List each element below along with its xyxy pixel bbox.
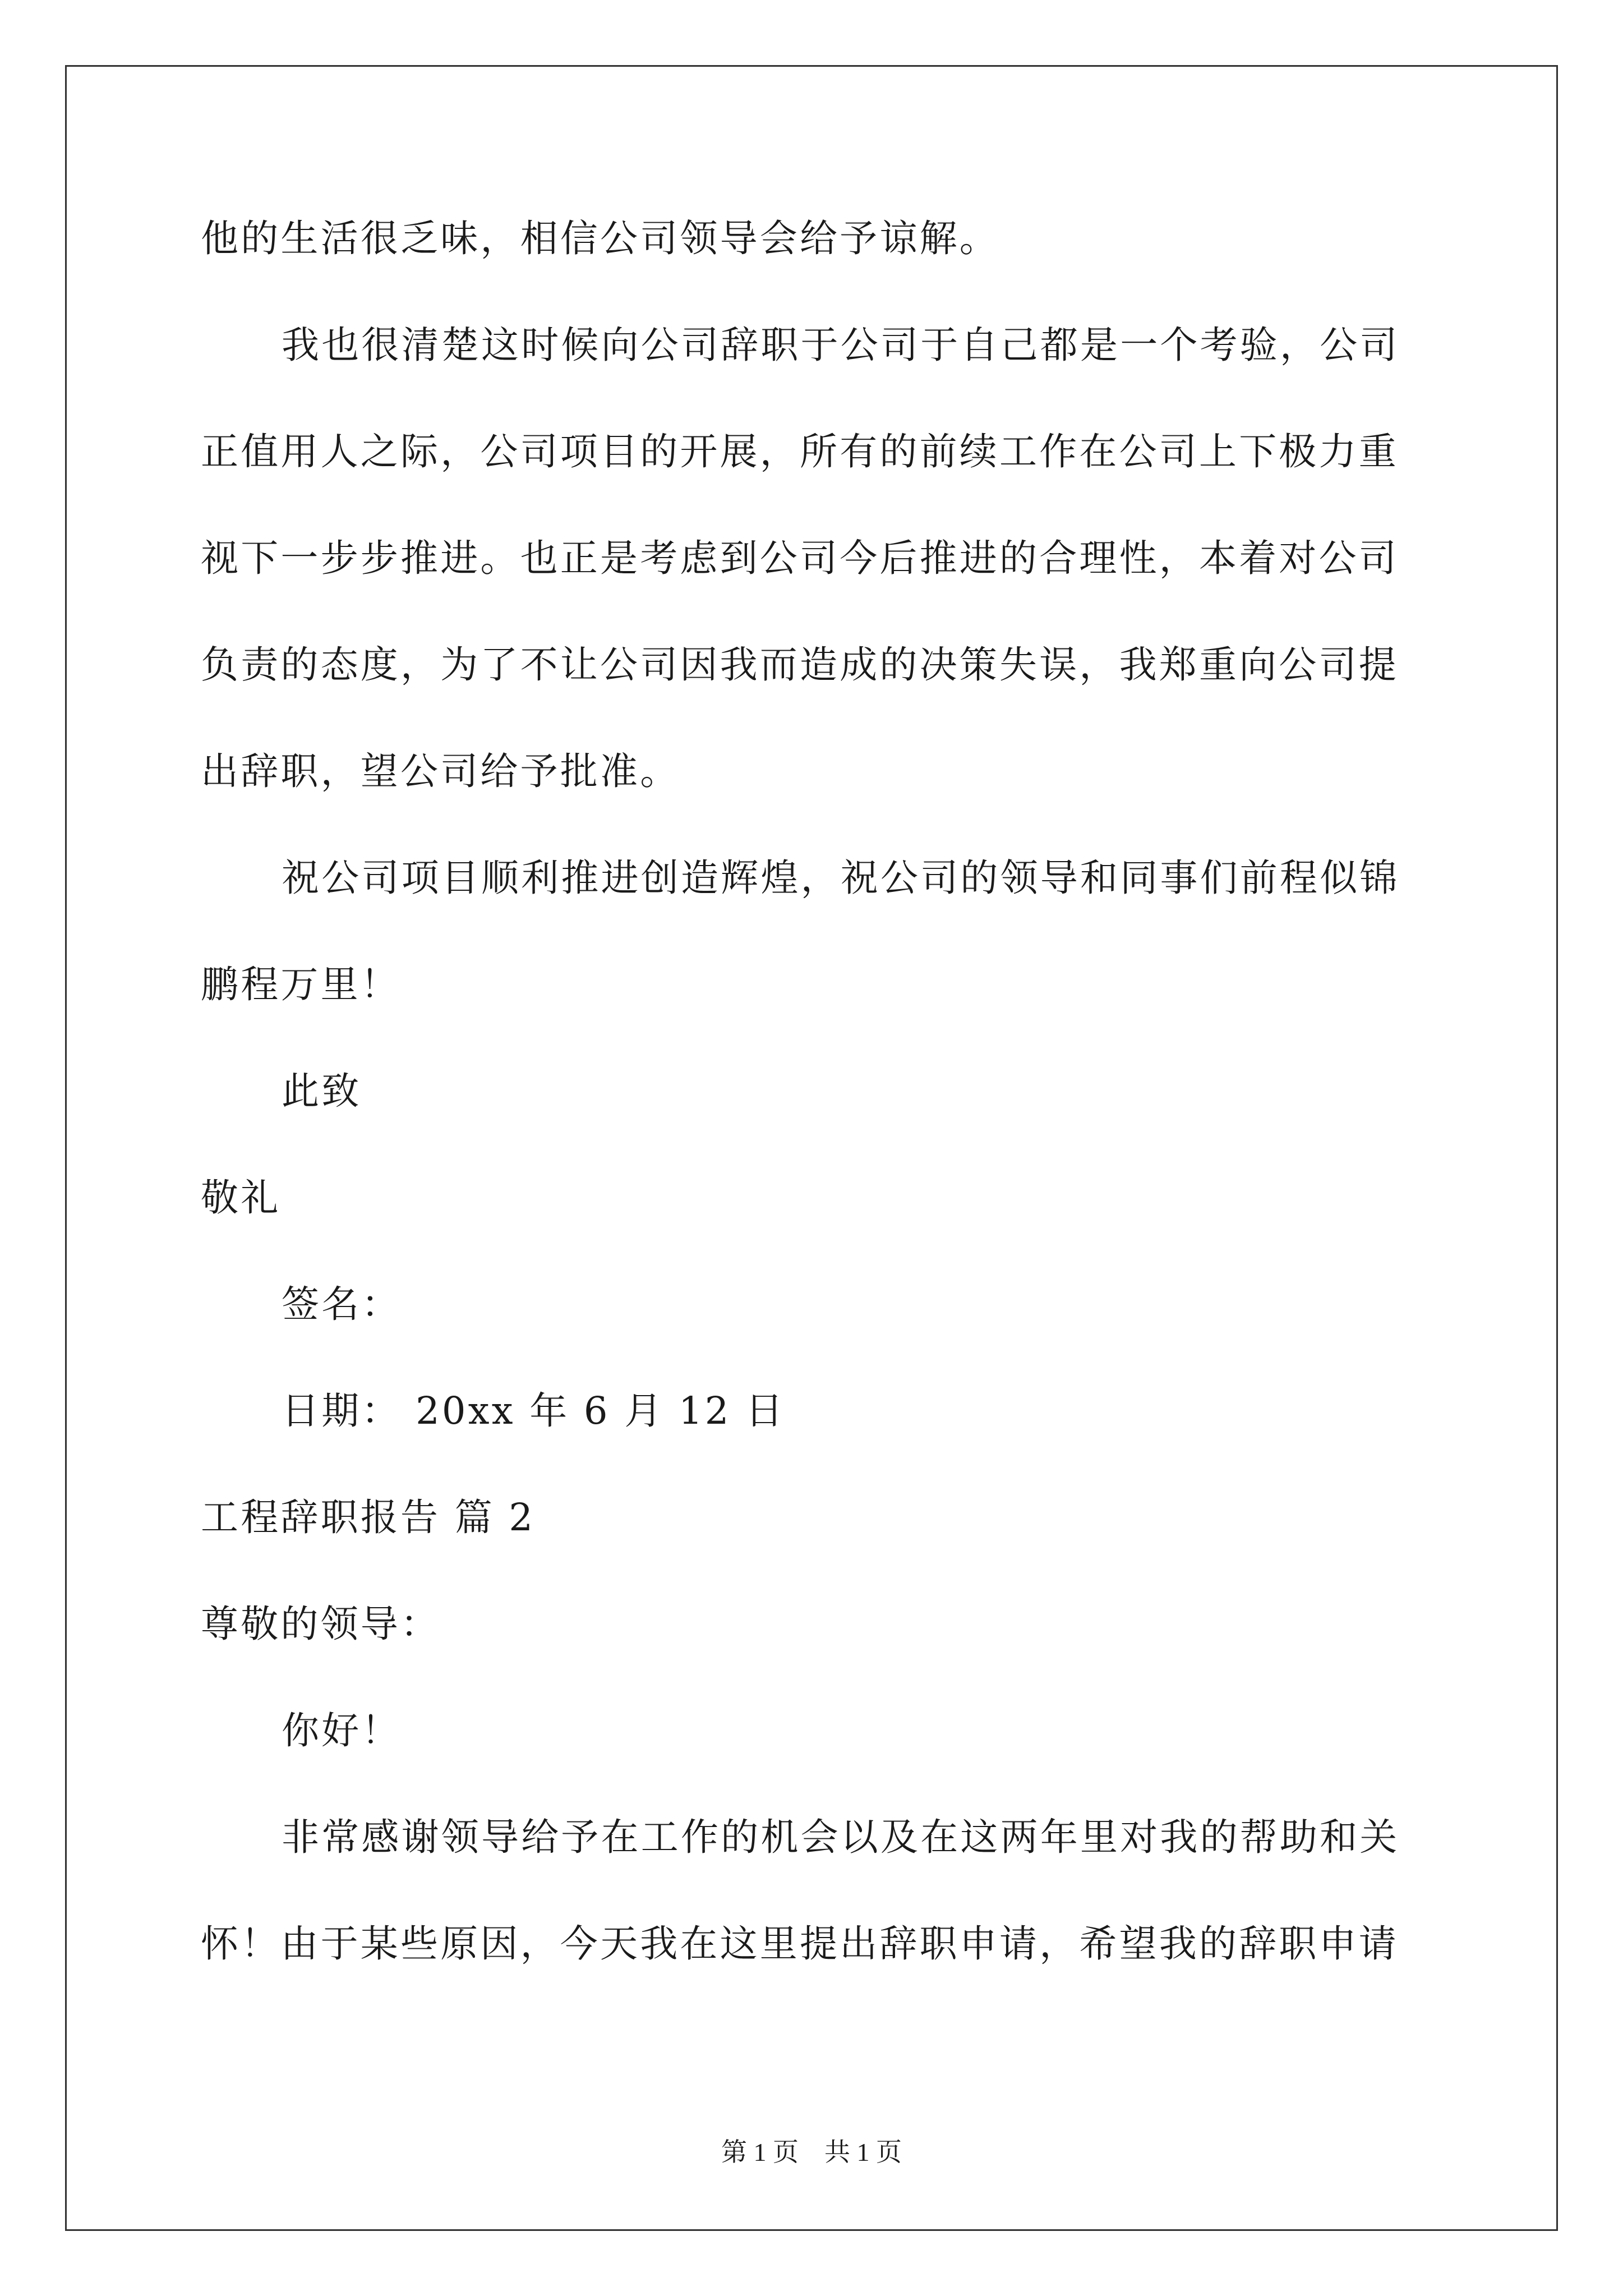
closing-salutation: 此致 [282, 1069, 362, 1113]
text-line: 非常感谢领导给予在工作的机会以及在这两年里对我的帮助和关 [282, 1815, 1400, 1859]
text-line: 负责的态度，为了不让公司因我而造成的决策失误，我郑重向公司提 [201, 643, 1399, 687]
text-line: 怀！由于某些原因，今天我在这里提出辞职申请，希望我的辞职申请 [201, 1922, 1399, 1966]
text-line: 祝公司项目顺利推进创造辉煌，祝公司的领导和同事们前程似锦 [282, 856, 1400, 900]
text-line: 出辞职，望公司给予批准。 [201, 749, 680, 793]
section-heading: 工程辞职报告 篇 2 [201, 1496, 536, 1539]
text-line: 鹏程万里！ [201, 963, 400, 1006]
greeting: 你好！ [282, 1709, 402, 1752]
greeting-recipient: 尊敬的领导： [201, 1602, 441, 1646]
text-line: 我也很清楚这时候向公司辞职于公司于自己都是一个考验，公司 [282, 323, 1400, 367]
signature-line: 签名： [282, 1282, 402, 1326]
date-line: 日期： 20xx 年 6 月 12 日 [282, 1389, 786, 1433]
document-body [201, 185, 1429, 1997]
text-line: 他的生活很乏味，相信公司领导会给予谅解。 [201, 217, 999, 260]
text-line: 正值用人之际，公司项目的开展，所有的前续工作在公司上下极力重 [201, 430, 1399, 473]
page-footer: 第 1 页 共 1 页 [721, 2138, 902, 2166]
text-line: 视下一步步推进。也正是考虑到公司今后推进的合理性，本着对公司 [201, 536, 1399, 580]
closing-regards: 敬礼 [201, 1176, 281, 1220]
